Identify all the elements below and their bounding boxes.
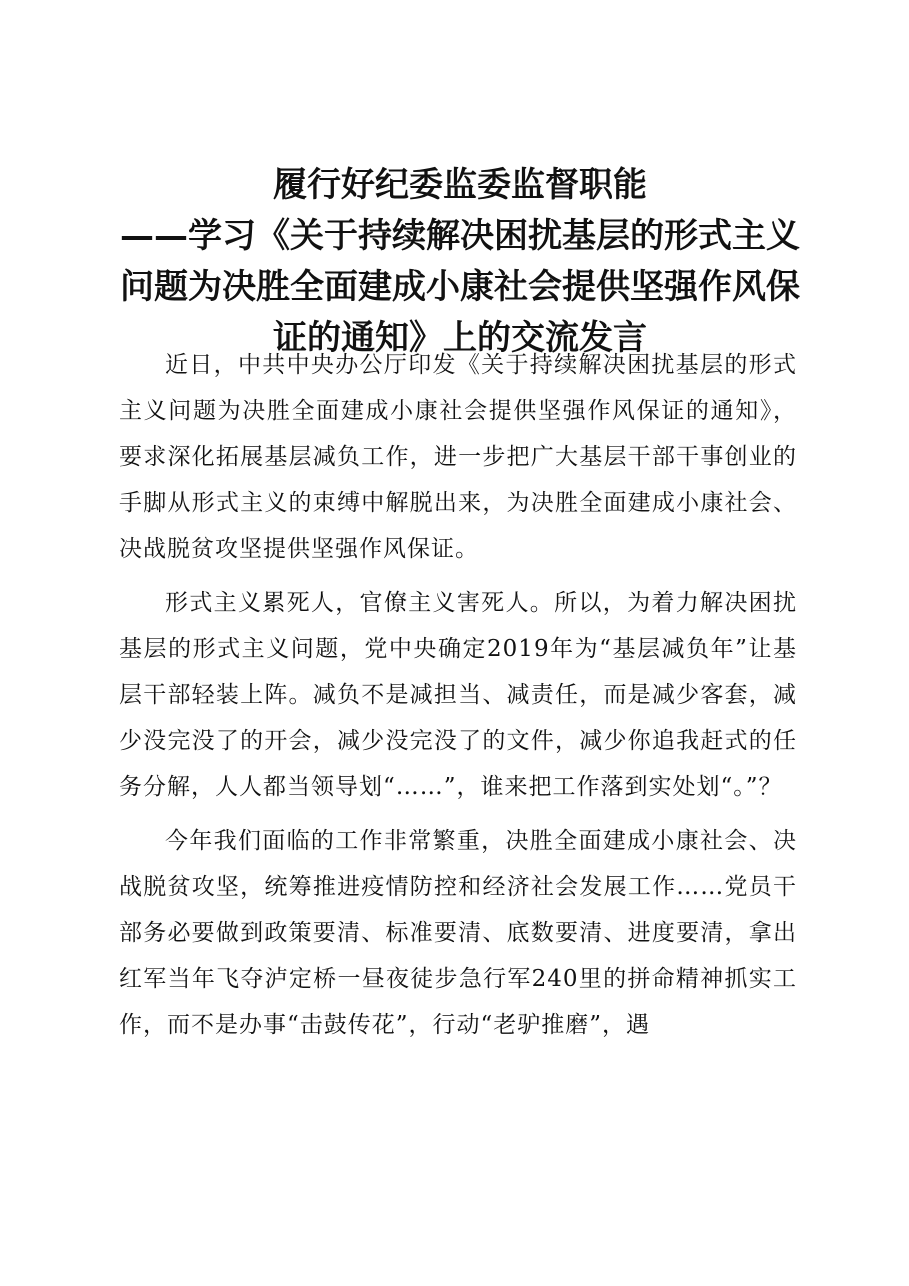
- document-body: [119, 342, 797, 1056]
- subtitle-line: ——学习《关于持续解决困扰基层的形式主义: [120, 216, 800, 256]
- subtitle-line: 证的通知》上的交流发言: [273, 318, 647, 358]
- subtitle-line: 问题为决胜全面建成小康社会提供坚强作风保: [120, 267, 800, 307]
- paragraph: 形式主义累死人，官僚主义害死人。所以，为着力解决困扰基层的形式主义问题，党中央确定2019年为“基层减负年”让基层干部轻装上阵。减负不是减担当、减责任，而是减少客套，减少没完没了的开会，减少没完没了的文件，减少你追我赶式的任务分解，人人都当领导划“……”，谁来把工作落到实处划“。”？: [119, 590, 797, 800]
- paragraph: 近日，中共中央办公厅印发《关于持续解决困扰基层的形式主义问题为决胜全面建成小康社会提供坚强作风保证的通知》，要求深化拓展基层减负工作，进一步把广大基层干部干事创业的手脚从形式主义的束缚中解脱出来，为决胜全面建成小康社会、决战脱贫攻坚提供坚强作风保证。: [119, 352, 797, 562]
- document-title: [110, 160, 810, 364]
- title-line: 履行好纪委监委监督职能: [273, 165, 647, 205]
- paragraph: 今年我们面临的工作非常繁重，决胜全面建成小康社会、决战脱贫攻坚，统筹推进疫情防控和经济社会发展工作……党员干部务必要做到政策要清、标准要清、底数要清、进度要清，拿出红军当年飞夺泸定桥一昼夜徒步急行军240里的拼命精神抓实工作，而不是办事“击鼓传花”，行动“老驴推磨”，遇: [119, 828, 797, 1038]
